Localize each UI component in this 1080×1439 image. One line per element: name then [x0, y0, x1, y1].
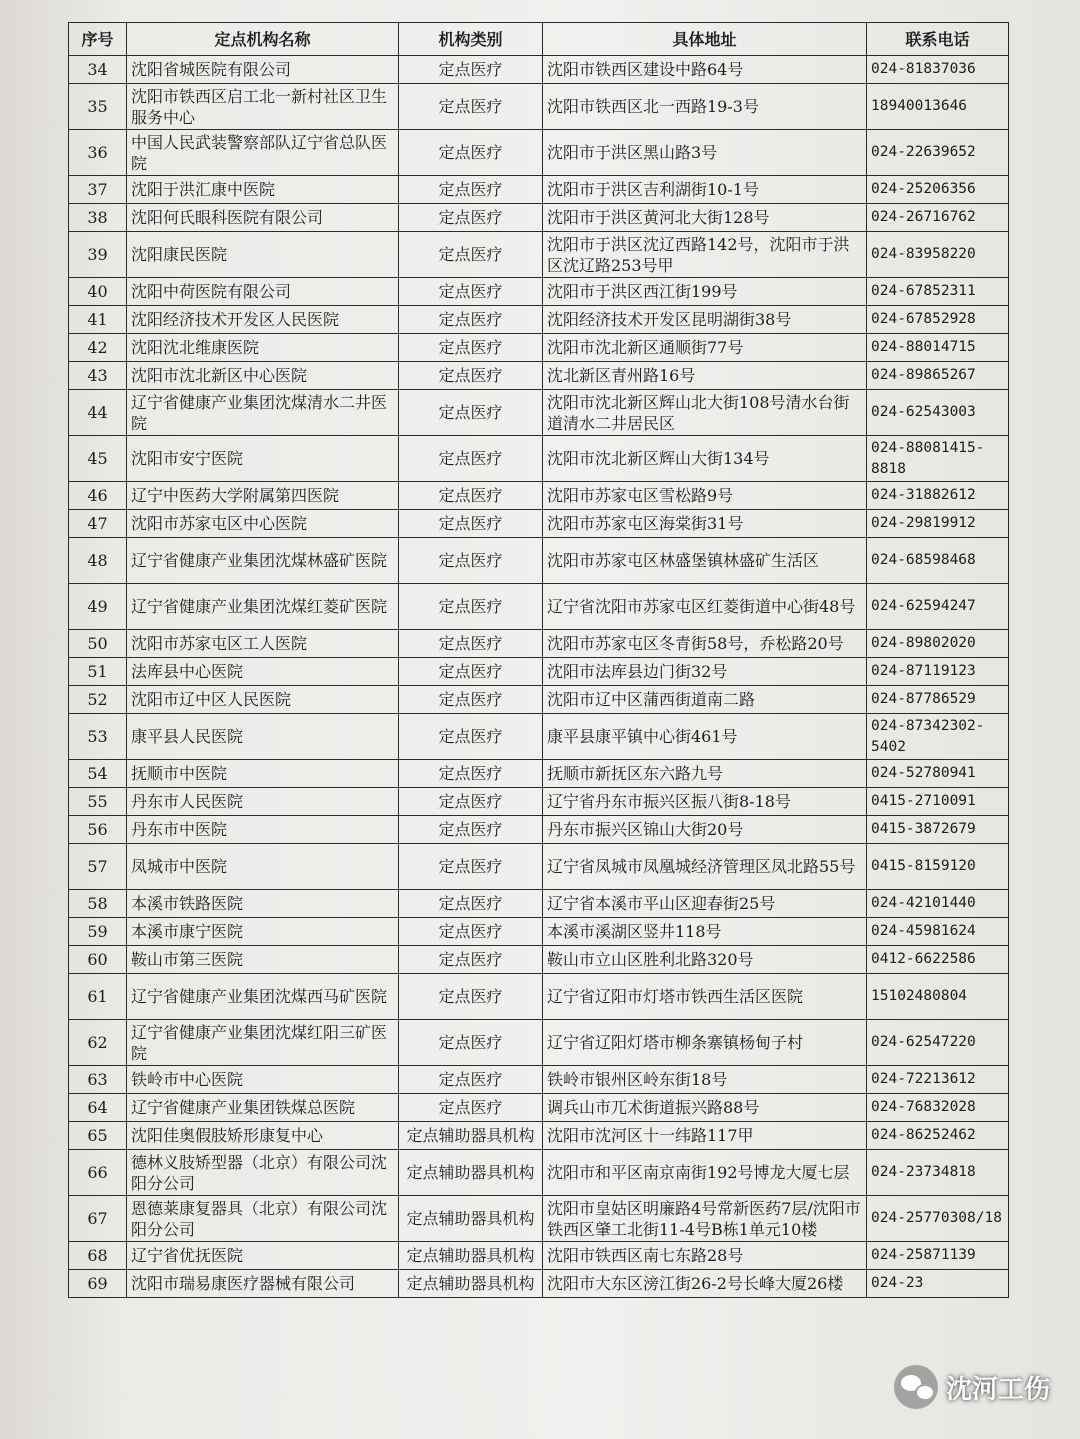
table-row — [69, 1196, 1009, 1242]
cell-name: 沈阳何氏眼科医院有限公司 — [127, 204, 399, 232]
cell-no: 68 — [69, 1242, 127, 1270]
cell-no: 42 — [69, 334, 127, 362]
table-row — [69, 56, 1009, 84]
cell-phone: 0415-3872679 — [867, 816, 1009, 844]
cell-address: 沈阳市铁西区建设中路64号 — [543, 56, 867, 84]
watermark — [894, 1365, 1050, 1409]
cell-name: 辽宁省健康产业集团铁煤总医院 — [127, 1094, 399, 1122]
cell-no: 69 — [69, 1270, 127, 1298]
cell-name: 沈阳佳奥假肢矫形康复中心 — [127, 1122, 399, 1150]
cell-address: 辽宁省本溪市平山区迎春街25号 — [543, 890, 867, 918]
cell-no: 35 — [69, 84, 127, 130]
cell-phone: 024-86252462 — [867, 1122, 1009, 1150]
cell-name: 抚顺市中医院 — [127, 760, 399, 788]
cell-phone: 0412-6622586 — [867, 946, 1009, 974]
cell-no: 65 — [69, 1122, 127, 1150]
cell-phone: 024-62543003 — [867, 390, 1009, 436]
cell-no: 34 — [69, 56, 127, 84]
cell-address: 沈阳市沈北新区通顺街77号 — [543, 334, 867, 362]
cell-phone: 024-88081415-8818 — [867, 436, 1009, 482]
cell-address: 沈北新区青州路16号 — [543, 362, 867, 390]
cell-type: 定点医疗 — [399, 974, 543, 1020]
cell-type: 定点辅助器具机构 — [399, 1150, 543, 1196]
cell-type: 定点医疗 — [399, 84, 543, 130]
cell-address: 抚顺市新抚区东六路九号 — [543, 760, 867, 788]
table-row — [69, 974, 1009, 1020]
cell-address: 铁岭市银州区岭东街18号 — [543, 1066, 867, 1094]
cell-address: 辽宁省凤城市凤凰城经济管理区凤北路55号 — [543, 844, 867, 890]
table-header-row — [69, 23, 1009, 56]
cell-address: 沈阳市辽中区蒲西街道南二路 — [543, 686, 867, 714]
cell-address: 沈阳市苏家屯区雪松路9号 — [543, 482, 867, 510]
cell-phone: 024-22639652 — [867, 130, 1009, 176]
cell-address: 沈阳市铁西区南七东路28号 — [543, 1242, 867, 1270]
cell-phone: 024-89865267 — [867, 362, 1009, 390]
cell-name: 法库县中心医院 — [127, 658, 399, 686]
cell-phone: 024-81837036 — [867, 56, 1009, 84]
cell-name: 凤城市中医院 — [127, 844, 399, 890]
table-body — [69, 56, 1009, 1298]
table-row — [69, 788, 1009, 816]
cell-type: 定点医疗 — [399, 686, 543, 714]
cell-no: 59 — [69, 918, 127, 946]
table-row — [69, 278, 1009, 306]
table-row — [69, 1150, 1009, 1196]
table-row — [69, 760, 1009, 788]
cell-address: 辽宁省辽阳市灯塔市铁西生活区医院 — [543, 974, 867, 1020]
cell-address: 沈阳市皇姑区明廉路4号常新医药7层/沈阳市铁西区肇工北街11-4号B栋1单元10楼 — [543, 1196, 867, 1242]
cell-no: 36 — [69, 130, 127, 176]
cell-name: 辽宁省健康产业集团沈煤清水二井医院 — [127, 390, 399, 436]
table-row — [69, 686, 1009, 714]
cell-address: 辽宁省丹东市振兴区振八街8-18号 — [543, 788, 867, 816]
table-row — [69, 816, 1009, 844]
cell-type: 定点医疗 — [399, 538, 543, 584]
cell-address: 沈阳市苏家屯区林盛堡镇林盛矿生活区 — [543, 538, 867, 584]
cell-name: 沈阳市瑞易康医疗器械有限公司 — [127, 1270, 399, 1298]
cell-address: 沈阳市沈北新区辉山大街134号 — [543, 436, 867, 482]
cell-type: 定点医疗 — [399, 630, 543, 658]
cell-no: 41 — [69, 306, 127, 334]
cell-type: 定点医疗 — [399, 56, 543, 84]
cell-phone: 024-26716762 — [867, 204, 1009, 232]
cell-no: 43 — [69, 362, 127, 390]
cell-name: 辽宁省健康产业集团沈煤红菱矿医院 — [127, 584, 399, 630]
cell-address: 康平县康平镇中心街461号 — [543, 714, 867, 760]
cell-address: 沈阳市于洪区吉利湖街10-1号 — [543, 176, 867, 204]
cell-address: 沈阳经济技术开发区昆明湖街38号 — [543, 306, 867, 334]
table-row — [69, 1122, 1009, 1150]
table-row — [69, 130, 1009, 176]
cell-phone: 024-31882612 — [867, 482, 1009, 510]
cell-phone: 024-87786529 — [867, 686, 1009, 714]
table-row — [69, 890, 1009, 918]
cell-no: 64 — [69, 1094, 127, 1122]
cell-address: 沈阳市沈河区十一纬路117甲 — [543, 1122, 867, 1150]
table-row — [69, 204, 1009, 232]
watermark-text: 沈河工伤 — [945, 1374, 1050, 1405]
cell-phone: 024-62594247 — [867, 584, 1009, 630]
cell-no: 53 — [69, 714, 127, 760]
cell-phone: 024-68598468 — [867, 538, 1009, 584]
cell-name: 铁岭市中心医院 — [127, 1066, 399, 1094]
table-row — [69, 1270, 1009, 1298]
cell-no: 51 — [69, 658, 127, 686]
cell-name: 本溪市康宁医院 — [127, 918, 399, 946]
cell-type: 定点辅助器具机构 — [399, 1270, 543, 1298]
cell-address: 沈阳市苏家屯区冬青街58号，乔松路20号 — [543, 630, 867, 658]
cell-address: 沈阳市于洪区西江街199号 — [543, 278, 867, 306]
cell-type: 定点医疗 — [399, 306, 543, 334]
cell-phone: 024-89802020 — [867, 630, 1009, 658]
cell-address: 辽宁省沈阳市苏家屯区红菱街道中心街48号 — [543, 584, 867, 630]
cell-name: 辽宁省健康产业集团沈煤林盛矿医院 — [127, 538, 399, 584]
wechat-icon — [894, 1365, 938, 1409]
header-phone: 联系电话 — [867, 23, 1009, 56]
cell-phone: 15102480804 — [867, 974, 1009, 1020]
cell-type: 定点医疗 — [399, 362, 543, 390]
cell-type: 定点医疗 — [399, 788, 543, 816]
cell-type: 定点医疗 — [399, 390, 543, 436]
table-row — [69, 306, 1009, 334]
cell-phone: 024-67852311 — [867, 278, 1009, 306]
cell-phone: 024-87342302-5402 — [867, 714, 1009, 760]
header-address: 具体地址 — [543, 23, 867, 56]
cell-type: 定点医疗 — [399, 482, 543, 510]
cell-phone: 024-76832028 — [867, 1094, 1009, 1122]
cell-phone: 024-62547220 — [867, 1020, 1009, 1066]
cell-address: 沈阳市大东区滂江街26-2号长峰大厦26楼 — [543, 1270, 867, 1298]
cell-address: 辽宁省辽阳灯塔市柳条寨镇杨甸子村 — [543, 1020, 867, 1066]
cell-name: 沈阳市苏家屯区工人医院 — [127, 630, 399, 658]
cell-name: 辽宁省优抚医院 — [127, 1242, 399, 1270]
cell-name: 沈阳市辽中区人民医院 — [127, 686, 399, 714]
table-row — [69, 630, 1009, 658]
cell-type: 定点医疗 — [399, 130, 543, 176]
cell-name: 鞍山市第三医院 — [127, 946, 399, 974]
cell-name: 本溪市铁路医院 — [127, 890, 399, 918]
table-row — [69, 844, 1009, 890]
cell-type: 定点医疗 — [399, 1066, 543, 1094]
cell-type: 定点医疗 — [399, 816, 543, 844]
cell-phone: 0415-2710091 — [867, 788, 1009, 816]
cell-phone: 024-87119123 — [867, 658, 1009, 686]
cell-type: 定点医疗 — [399, 760, 543, 788]
cell-address: 沈阳市于洪区沈辽西路142号，沈阳市于洪区沈辽路253号甲 — [543, 232, 867, 278]
cell-address: 沈阳市于洪区黄河北大街128号 — [543, 204, 867, 232]
table-row — [69, 510, 1009, 538]
cell-phone: 024-83958220 — [867, 232, 1009, 278]
table-row — [69, 1066, 1009, 1094]
cell-type: 定点医疗 — [399, 176, 543, 204]
table-row — [69, 658, 1009, 686]
cell-phone: 024-45981624 — [867, 918, 1009, 946]
cell-phone: 024-42101440 — [867, 890, 1009, 918]
cell-phone: 024-88014715 — [867, 334, 1009, 362]
cell-no: 56 — [69, 816, 127, 844]
table-row — [69, 1242, 1009, 1270]
table-row — [69, 482, 1009, 510]
cell-name: 沈阳康民医院 — [127, 232, 399, 278]
cell-phone: 024-23734818 — [867, 1150, 1009, 1196]
table-row — [69, 584, 1009, 630]
cell-type: 定点医疗 — [399, 436, 543, 482]
cell-no: 38 — [69, 204, 127, 232]
cell-no: 58 — [69, 890, 127, 918]
cell-name: 恩德莱康复器具（北京）有限公司沈阳分公司 — [127, 1196, 399, 1242]
cell-name: 沈阳沈北维康医院 — [127, 334, 399, 362]
cell-no: 61 — [69, 974, 127, 1020]
cell-name: 中国人民武装警察部队辽宁省总队医院 — [127, 130, 399, 176]
cell-no: 62 — [69, 1020, 127, 1066]
cell-phone: 024-67852928 — [867, 306, 1009, 334]
cell-address: 调兵山市兀术街道振兴路88号 — [543, 1094, 867, 1122]
header-type: 机构类别 — [399, 23, 543, 56]
cell-type: 定点医疗 — [399, 204, 543, 232]
cell-type: 定点医疗 — [399, 1020, 543, 1066]
table-row — [69, 334, 1009, 362]
table-row — [69, 232, 1009, 278]
table-row — [69, 176, 1009, 204]
institution-table — [68, 22, 1009, 1298]
table-row — [69, 84, 1009, 130]
cell-type: 定点医疗 — [399, 232, 543, 278]
cell-no: 60 — [69, 946, 127, 974]
cell-address: 丹东市振兴区锦山大街20号 — [543, 816, 867, 844]
cell-name: 辽宁中医药大学附属第四医院 — [127, 482, 399, 510]
cell-no: 48 — [69, 538, 127, 584]
table-row — [69, 918, 1009, 946]
cell-phone: 024-25871139 — [867, 1242, 1009, 1270]
cell-phone: 024-25770308/18 — [867, 1196, 1009, 1242]
cell-type: 定点医疗 — [399, 714, 543, 760]
cell-phone: 024-72213612 — [867, 1066, 1009, 1094]
cell-name: 沈阳市安宁医院 — [127, 436, 399, 482]
cell-name: 沈阳市沈北新区中心医院 — [127, 362, 399, 390]
table-row — [69, 538, 1009, 584]
cell-name: 沈阳于洪汇康中医院 — [127, 176, 399, 204]
cell-type: 定点医疗 — [399, 510, 543, 538]
cell-name: 沈阳中荷医院有限公司 — [127, 278, 399, 306]
table-row — [69, 362, 1009, 390]
cell-no: 63 — [69, 1066, 127, 1094]
cell-address: 沈阳市法库县边门街32号 — [543, 658, 867, 686]
cell-name: 沈阳市苏家屯区中心医院 — [127, 510, 399, 538]
cell-address: 沈阳市和平区南京南街192号博龙大厦七层 — [543, 1150, 867, 1196]
table-row — [69, 436, 1009, 482]
cell-name: 辽宁省健康产业集团沈煤西马矿医院 — [127, 974, 399, 1020]
cell-type: 定点医疗 — [399, 334, 543, 362]
cell-no: 52 — [69, 686, 127, 714]
table-row — [69, 946, 1009, 974]
cell-type: 定点医疗 — [399, 1094, 543, 1122]
cell-type: 定点医疗 — [399, 658, 543, 686]
cell-address: 鞍山市立山区胜利北路320号 — [543, 946, 867, 974]
cell-no: 39 — [69, 232, 127, 278]
cell-address: 沈阳市沈北新区辉山北大街108号清水台街道清水二井居民区 — [543, 390, 867, 436]
cell-no: 49 — [69, 584, 127, 630]
header-no: 序号 — [69, 23, 127, 56]
cell-address: 沈阳市苏家屯区海棠街31号 — [543, 510, 867, 538]
cell-type: 定点医疗 — [399, 918, 543, 946]
cell-type: 定点辅助器具机构 — [399, 1122, 543, 1150]
table-row — [69, 1020, 1009, 1066]
cell-no: 55 — [69, 788, 127, 816]
cell-name: 沈阳省城医院有限公司 — [127, 56, 399, 84]
cell-phone: 024-25206356 — [867, 176, 1009, 204]
table-row — [69, 714, 1009, 760]
cell-name: 沈阳经济技术开发区人民医院 — [127, 306, 399, 334]
cell-type: 定点医疗 — [399, 584, 543, 630]
cell-phone: 18940013646 — [867, 84, 1009, 130]
cell-name: 丹东市人民医院 — [127, 788, 399, 816]
cell-no: 44 — [69, 390, 127, 436]
cell-phone: 024-23 — [867, 1270, 1009, 1298]
cell-no: 67 — [69, 1196, 127, 1242]
cell-type: 定点医疗 — [399, 278, 543, 306]
cell-name: 沈阳市铁西区启工北一新村社区卫生服务中心 — [127, 84, 399, 130]
cell-type: 定点辅助器具机构 — [399, 1196, 543, 1242]
cell-address: 沈阳市铁西区北一西路19-3号 — [543, 84, 867, 130]
cell-phone: 024-29819912 — [867, 510, 1009, 538]
cell-name: 丹东市中医院 — [127, 816, 399, 844]
cell-type: 定点医疗 — [399, 844, 543, 890]
cell-phone: 0415-8159120 — [867, 844, 1009, 890]
cell-no: 50 — [69, 630, 127, 658]
cell-phone: 024-52780941 — [867, 760, 1009, 788]
cell-no: 66 — [69, 1150, 127, 1196]
cell-type: 定点医疗 — [399, 890, 543, 918]
cell-no: 54 — [69, 760, 127, 788]
cell-type: 定点医疗 — [399, 946, 543, 974]
cell-name: 辽宁省健康产业集团沈煤红阳三矿医院 — [127, 1020, 399, 1066]
cell-name: 康平县人民医院 — [127, 714, 399, 760]
table-row — [69, 1094, 1009, 1122]
cell-no: 47 — [69, 510, 127, 538]
cell-address: 本溪市溪湖区竖井118号 — [543, 918, 867, 946]
cell-no: 45 — [69, 436, 127, 482]
table-row — [69, 390, 1009, 436]
header-name: 定点机构名称 — [127, 23, 399, 56]
cell-type: 定点辅助器具机构 — [399, 1242, 543, 1270]
cell-no: 37 — [69, 176, 127, 204]
cell-no: 57 — [69, 844, 127, 890]
cell-address: 沈阳市于洪区黑山路3号 — [543, 130, 867, 176]
cell-no: 40 — [69, 278, 127, 306]
cell-name: 德林义肢矫型器（北京）有限公司沈阳分公司 — [127, 1150, 399, 1196]
cell-no: 46 — [69, 482, 127, 510]
